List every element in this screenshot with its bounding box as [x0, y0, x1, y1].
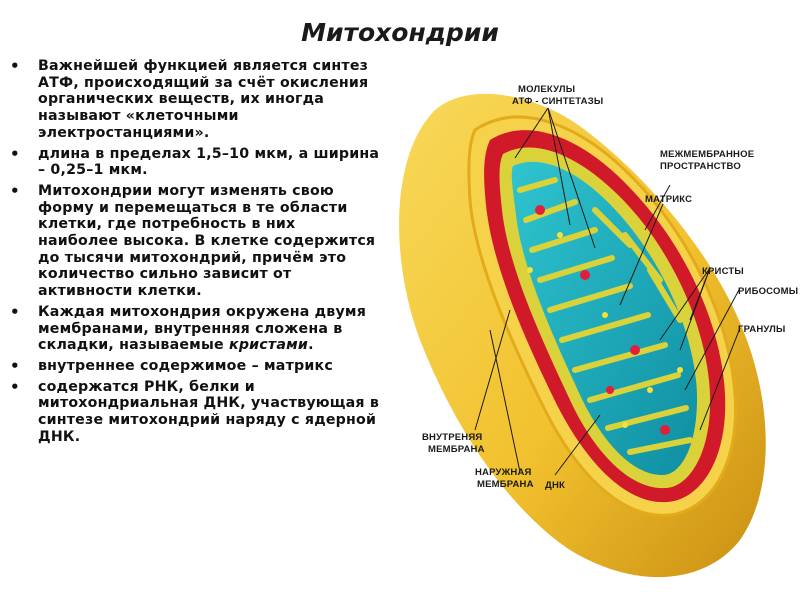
- label-intermembrane-2: ПРОСТРАНСТВО: [660, 161, 741, 172]
- label-granules: ГРАНУЛЫ: [738, 324, 786, 335]
- bullet-text: Каждая митохондрия окружена двумя мембранами, внутренняя сложена в складки, называемые: [38, 303, 367, 354]
- label-matrix: МАТРИКС: [645, 194, 693, 205]
- slide-title: Митохондрии: [301, 18, 499, 47]
- bullet-text-italic: кристами: [228, 337, 309, 354]
- bullet-item: • длина в пределах 1,5–10 мкм, а ширина – 0,25–1 мкм.: [8, 146, 380, 179]
- label-intermembrane: МЕЖМЕМБРАННОЕ: [660, 149, 755, 160]
- bullet-item: • содержатся РНК, белки и митохондриальная ДНК, участвующая в синтезе митохондрий наряду с ядерной ДНК.: [8, 379, 380, 446]
- label-ribosomes: РИБОСОМЫ: [738, 286, 799, 297]
- bullet-item: [8, 304, 380, 354]
- label-atp-synthase-2: АТФ - СИНТЕТАЗЫ: [512, 96, 604, 107]
- label-outer-membrane-2: МЕМБРАНА: [477, 479, 534, 490]
- label-inner-membrane: ВНУТРЕНЯЯ: [422, 432, 483, 443]
- bullet-item: • внутреннее содержимое – матрикс: [8, 358, 380, 375]
- label-outer-membrane: НАРУЖНАЯ: [475, 467, 532, 478]
- bullet-list: [8, 58, 380, 449]
- bullet-item: • Важнейшей функцией является синтез АТФ, происходящий за счёт окисления органических веществ, их иногда называют «клеточными электростанциями».: [8, 58, 380, 142]
- mitochondrion-diagram: [380, 70, 800, 600]
- label-inner-membrane-2: МЕМБРАНА: [428, 444, 485, 455]
- label-dna: ДНК: [545, 480, 566, 491]
- label-atp-synthase: МОЛЕКУЛЫ: [518, 84, 576, 95]
- bullet-item: • Митохондрии могут изменять свою форму и перемещаться в те области клетки, где потребность в них наиболее высока. В клетке содержится до тысячи митохондрий, причём это количество сильно зависит от активности клетки.: [8, 183, 380, 300]
- label-cristae: КРИСТЫ: [702, 266, 744, 277]
- bullet-text: .: [308, 337, 314, 354]
